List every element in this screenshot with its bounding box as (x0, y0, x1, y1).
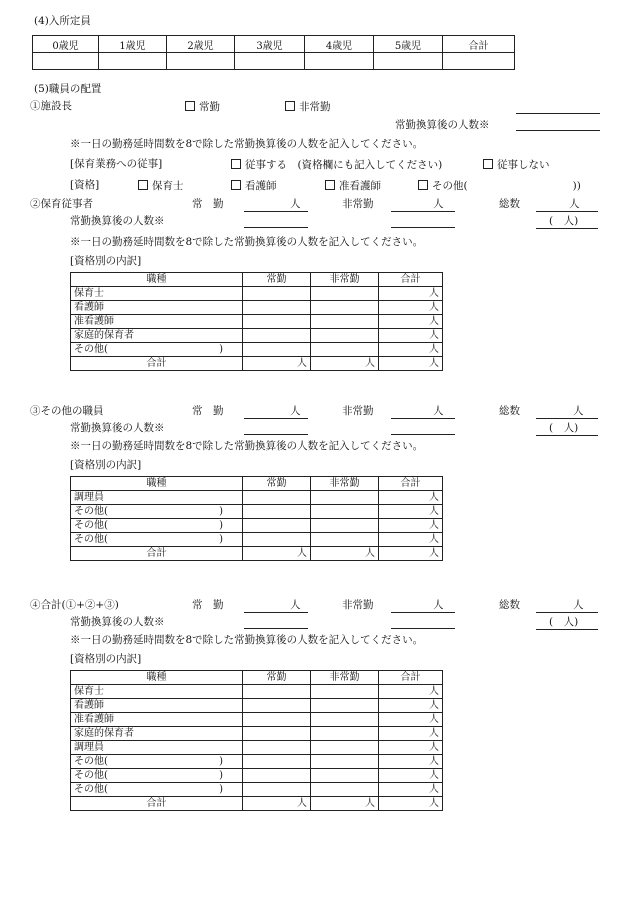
total-cell[interactable]: 人 (379, 519, 443, 533)
row-total-label: 合計 (71, 547, 243, 561)
other-total-conv-line[interactable] (536, 435, 598, 436)
person-unit: 人 (433, 405, 444, 417)
fulltime-total-cell[interactable]: 人 (243, 547, 311, 561)
total-cell[interactable]: 人 (379, 315, 443, 329)
table-row (71, 519, 443, 533)
row-label: その他( ) (71, 343, 243, 357)
grand-total-cell[interactable]: 人 (379, 797, 443, 811)
col-total-header: 合計 (379, 671, 443, 685)
childcare-parttime-conv-line[interactable] (391, 227, 455, 228)
childcare-note: ※一日の勤務延時間数を8で除した常勤換算後の人数を記入してください。 (70, 236, 424, 248)
row-label: 保育士 (71, 287, 243, 301)
row-label: 調理員 (71, 741, 243, 755)
total-cell[interactable]: 人 (379, 505, 443, 519)
childcare-engagement-label: [保育業務への従事] (70, 158, 163, 170)
table-row (71, 713, 443, 727)
childcare-staff-label: ②保育従事者 (30, 198, 93, 210)
col-parttime-header: 非常勤 (311, 671, 379, 685)
fulltime-label: 常 勤 (192, 405, 224, 417)
col-total-header: 合計 (379, 477, 443, 491)
total-cell[interactable]: 人 (379, 491, 443, 505)
row-label: その他( ) (71, 769, 243, 783)
row-label: 看護師 (71, 301, 243, 315)
capacity-value-row (33, 53, 515, 70)
childcare-total-line[interactable] (536, 211, 598, 212)
fulltime-cell[interactable] (243, 505, 311, 519)
director-note: ※一日の勤務延時間数を8で除した常勤換算後の人数を記入してください。 (70, 138, 424, 150)
total-cell[interactable]: 人 (379, 301, 443, 315)
table-row (71, 287, 443, 301)
other-total-line[interactable] (536, 418, 598, 419)
director-fulltime-option[interactable]: 常勤 (185, 101, 220, 113)
row-label: その他( ) (71, 519, 243, 533)
age-3-input[interactable] (235, 53, 305, 70)
person-unit: 人 (433, 599, 444, 611)
parttime-cell[interactable] (311, 699, 379, 713)
person-unit: 人 (573, 405, 584, 417)
table-header-row (71, 477, 443, 491)
director-parttime-option[interactable]: 非常勤 (285, 101, 331, 113)
section5-title: (5)職員の配置 (34, 83, 102, 95)
table-row (71, 505, 443, 519)
fulltime-cell[interactable] (243, 713, 311, 727)
table-row (71, 329, 443, 343)
fulltime-cell[interactable] (243, 519, 311, 533)
checkbox-icon[interactable] (231, 159, 241, 169)
total-cell[interactable]: 人 (379, 287, 443, 301)
person-unit: 人 (290, 599, 301, 611)
person-unit: 人 (290, 405, 301, 417)
grand-total-cell[interactable]: 人 (379, 547, 443, 561)
table-row (71, 699, 443, 713)
total-note: ※一日の勤務延時間数を8で除した常勤換算後の人数を記入してください。 (70, 634, 424, 646)
table-row (71, 769, 443, 783)
fulltime-cell[interactable] (243, 685, 311, 699)
other-parttime-line[interactable] (391, 418, 455, 419)
total-cell[interactable]: 人 (379, 727, 443, 741)
age-5-header: 5歳児 (374, 36, 443, 53)
qual-other-option[interactable]: その他( )) (418, 180, 581, 192)
fulltime-label: 常 勤 (192, 198, 224, 210)
total-total-line[interactable] (536, 612, 598, 613)
row-label: その他( ) (71, 505, 243, 519)
parttime-cell[interactable] (311, 287, 379, 301)
table-row (71, 343, 443, 357)
parttime-cell[interactable] (311, 329, 379, 343)
fulltime-cell[interactable] (243, 727, 311, 741)
childcare-breakdown-table (70, 272, 443, 371)
row-label: 保育士 (71, 685, 243, 699)
capacity-header-row (33, 36, 515, 53)
table-row (71, 783, 443, 797)
parttime-total-cell[interactable]: 人 (311, 547, 379, 561)
person-unit: 人 (433, 198, 444, 210)
parttime-cell[interactable] (311, 713, 379, 727)
age-0-header: 0歳児 (33, 36, 99, 53)
qual-nurse-option[interactable]: 看護師 (231, 180, 277, 192)
total-breakdown-label: [資格別の内訳] (70, 653, 142, 665)
row-label: 准看護師 (71, 315, 243, 329)
parttime-cell[interactable] (311, 519, 379, 533)
grand-total-cell[interactable]: 人 (379, 357, 443, 371)
row-label: 看護師 (71, 699, 243, 713)
table-total-row (71, 547, 443, 561)
fulltime-cell[interactable] (243, 315, 311, 329)
checkbox-icon[interactable] (185, 101, 195, 111)
conversion-paren: ( 人) (549, 422, 579, 434)
checkbox-icon[interactable] (231, 180, 241, 190)
checkbox-icon[interactable] (285, 101, 295, 111)
age-5-input[interactable] (374, 53, 443, 70)
total-cell[interactable]: 人 (379, 755, 443, 769)
checkbox-icon[interactable] (483, 159, 493, 169)
col-fulltime-header: 常勤 (243, 477, 311, 491)
parttime-cell[interactable] (311, 727, 379, 741)
total-count-label: 総数 (499, 599, 520, 611)
parttime-cell[interactable] (311, 301, 379, 315)
conversion-label: 常勤換算後の人数※ (70, 616, 165, 628)
table-row (71, 727, 443, 741)
row-label: 准看護師 (71, 713, 243, 727)
age-2-header: 2歳児 (167, 36, 235, 53)
age-1-header: 1歳児 (99, 36, 167, 53)
childcare-fulltime-line[interactable] (244, 211, 308, 212)
table-row (71, 315, 443, 329)
childcare-total-conv-line[interactable] (536, 228, 598, 229)
section4-title: (4)入所定員 (34, 15, 91, 27)
col-job-header: 職種 (71, 273, 243, 287)
fulltime-cell[interactable] (243, 287, 311, 301)
total-count-label: 総数 (499, 405, 520, 417)
total-breakdown-table (70, 670, 443, 811)
total-cell[interactable]: 人 (379, 741, 443, 755)
total-cell[interactable]: 人 (379, 343, 443, 357)
table-total-row (71, 797, 443, 811)
other-parttime-conv-line[interactable] (391, 434, 455, 435)
col-fulltime-header: 常勤 (243, 671, 311, 685)
parttime-cell[interactable] (311, 343, 379, 357)
table-row (71, 685, 443, 699)
person-unit: 人 (290, 198, 301, 210)
qual-assistant-nurse-option[interactable]: 准看護師 (325, 180, 381, 192)
total-cell[interactable]: 人 (379, 769, 443, 783)
total-section-label: ④合計(①+②+③) (30, 599, 119, 611)
parttime-cell[interactable] (311, 741, 379, 755)
row-label: 家庭的保育者 (71, 727, 243, 741)
total-parttime-line[interactable] (391, 612, 455, 613)
parttime-label: 非常勤 (342, 405, 374, 417)
parttime-cell[interactable] (311, 755, 379, 769)
col-fulltime-header: 常勤 (243, 273, 311, 287)
other-note: ※一日の勤務延時間数を8で除した常勤換算後の人数を記入してください。 (70, 440, 424, 452)
other-fulltime-line[interactable] (244, 418, 308, 419)
col-job-header: 職種 (71, 671, 243, 685)
row-label: 調理員 (71, 491, 243, 505)
parttime-cell[interactable] (311, 505, 379, 519)
total-cell[interactable]: 人 (379, 713, 443, 727)
parttime-cell[interactable] (311, 783, 379, 797)
director-conversion-label: 常勤換算後の人数※ (395, 119, 490, 131)
director-count-line[interactable] (516, 113, 600, 114)
childcare-fulltime-conv-line[interactable] (244, 227, 308, 228)
fulltime-cell[interactable] (243, 533, 311, 547)
col-job-header: 職種 (71, 477, 243, 491)
checkbox-icon[interactable] (418, 180, 428, 190)
table-header-row (71, 671, 443, 685)
total-fulltime-conv-line[interactable] (244, 628, 308, 629)
conversion-label: 常勤換算後の人数※ (70, 215, 165, 227)
age-total-header: 合計 (443, 36, 515, 53)
row-total-label: 合計 (71, 797, 243, 811)
age-0-input[interactable] (33, 53, 99, 70)
row-total-label: 合計 (71, 357, 243, 371)
table-row (71, 533, 443, 547)
other-fulltime-conv-line[interactable] (244, 434, 308, 435)
total-cell[interactable]: 人 (379, 533, 443, 547)
other-breakdown-label: [資格別の内訳] (70, 459, 142, 471)
table-row (71, 755, 443, 769)
row-label: その他( ) (71, 533, 243, 547)
fulltime-cell[interactable] (243, 301, 311, 315)
engage-option[interactable]: 従事する (資格欄にも記入してください) (231, 159, 442, 171)
age-2-input[interactable] (167, 53, 235, 70)
total-cell[interactable]: 人 (379, 783, 443, 797)
other-staff-label: ③その他の職員 (30, 405, 104, 417)
col-parttime-header: 非常勤 (311, 273, 379, 287)
childcare-breakdown-label: [資格別の内訳] (70, 255, 142, 267)
parttime-total-cell[interactable]: 人 (311, 797, 379, 811)
parttime-label: 非常勤 (342, 198, 374, 210)
capacity-table (32, 35, 515, 70)
row-label: 家庭的保育者 (71, 329, 243, 343)
parttime-cell[interactable] (311, 685, 379, 699)
fulltime-cell[interactable] (243, 755, 311, 769)
fulltime-cell[interactable] (243, 343, 311, 357)
col-total-header: 合計 (379, 273, 443, 287)
fulltime-total-cell[interactable]: 人 (243, 797, 311, 811)
fulltime-cell[interactable] (243, 329, 311, 343)
fulltime-cell[interactable] (243, 491, 311, 505)
fulltime-label: 常 勤 (192, 599, 224, 611)
fulltime-cell[interactable] (243, 783, 311, 797)
checkbox-icon[interactable] (138, 180, 148, 190)
table-total-row (71, 357, 443, 371)
director-conversion-line[interactable] (516, 130, 600, 131)
parttime-cell[interactable] (311, 491, 379, 505)
age-4-header: 4歳児 (305, 36, 374, 53)
person-unit: 人 (569, 198, 580, 210)
total-cell[interactable]: 人 (379, 329, 443, 343)
qualification-label: [資格] (70, 179, 100, 191)
not-engage-option[interactable]: 従事しない (483, 159, 550, 171)
total-cell[interactable]: 人 (379, 685, 443, 699)
table-row (71, 741, 443, 755)
parttime-cell[interactable] (311, 533, 379, 547)
parttime-total-cell[interactable]: 人 (311, 357, 379, 371)
parttime-cell[interactable] (311, 315, 379, 329)
fulltime-cell[interactable] (243, 741, 311, 755)
other-breakdown-table (70, 476, 443, 561)
age-1-input[interactable] (99, 53, 167, 70)
table-header-row (71, 273, 443, 287)
conversion-label: 常勤換算後の人数※ (70, 422, 165, 434)
childcare-parttime-line[interactable] (391, 211, 455, 212)
total-total-conv-line[interactable] (536, 629, 598, 630)
fulltime-total-cell[interactable]: 人 (243, 357, 311, 371)
qual-nurse-teacher-option[interactable]: 保育士 (138, 180, 184, 192)
total-fulltime-line[interactable] (244, 612, 308, 613)
row-label: その他( ) (71, 783, 243, 797)
person-unit: 人 (573, 599, 584, 611)
age-4-input[interactable] (305, 53, 374, 70)
director-label: ①施設長 (30, 100, 72, 112)
checkbox-icon[interactable] (325, 180, 335, 190)
total-parttime-conv-line[interactable] (391, 628, 455, 629)
conversion-paren: ( 人) (549, 616, 579, 628)
age-3-header: 3歳児 (235, 36, 305, 53)
total-cell[interactable]: 人 (379, 699, 443, 713)
conversion-paren: ( 人) (549, 215, 579, 227)
fulltime-cell[interactable] (243, 769, 311, 783)
age-total-input[interactable] (443, 53, 515, 70)
parttime-label: 非常勤 (342, 599, 374, 611)
parttime-cell[interactable] (311, 769, 379, 783)
total-count-label: 総数 (499, 198, 520, 210)
fulltime-cell[interactable] (243, 699, 311, 713)
table-row (71, 491, 443, 505)
table-row (71, 301, 443, 315)
row-label: その他( ) (71, 755, 243, 769)
col-parttime-header: 非常勤 (311, 477, 379, 491)
